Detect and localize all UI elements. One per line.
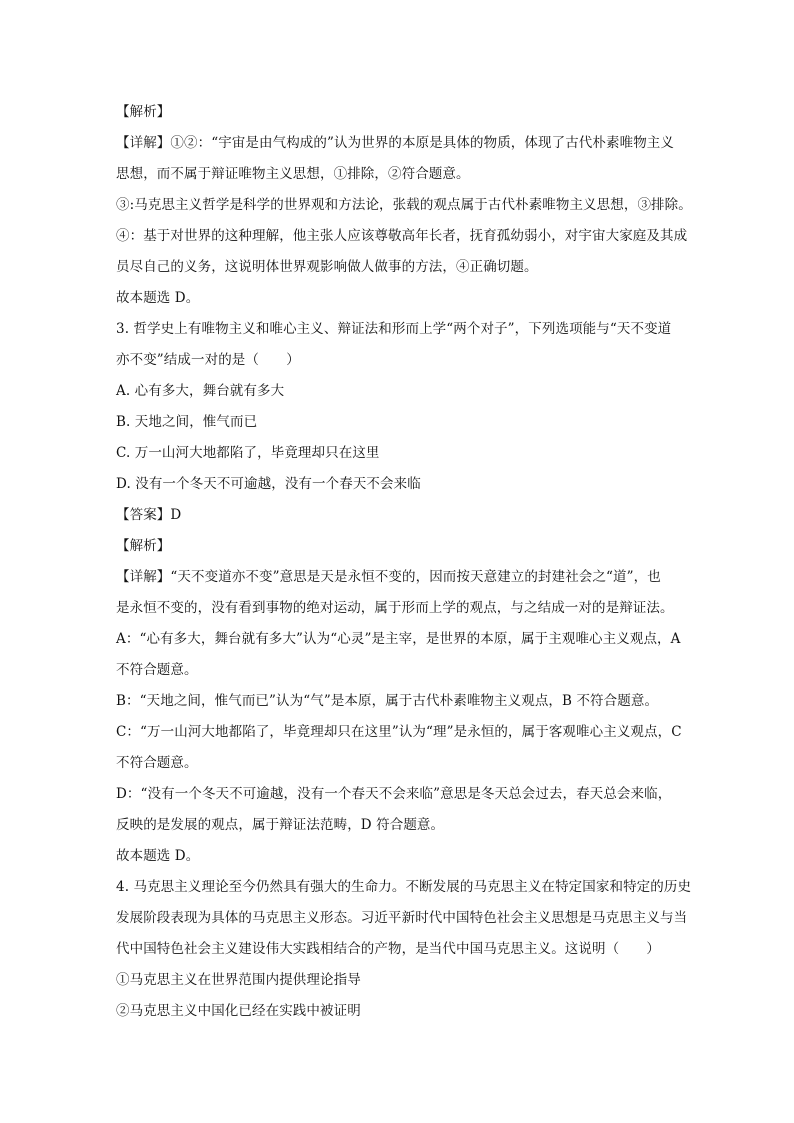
statement-2: ②马克思主义中国化已经在实践中被证明 — [116, 1003, 361, 1019]
section-label-analysis: 【解析】 — [116, 538, 171, 554]
text-line: A：“心有多大，舞台就有多大”认为“心灵”是主宰，是世界的本原，属于主观唯心主义观点，A — [116, 631, 681, 647]
option-c: C. 万一山河大地都陷了，毕竟理却只在这里 — [116, 445, 380, 461]
question-4-stem: 4. 马克思主义理论至今仍然具有强大的生命力。不断发展的马克思主义在特定国家和特定的历史 — [116, 879, 692, 895]
text-line: D：“没有一个冬天不可逾越，没有一个春天不会来临”意思是冬天总会过去，春天总会来临， — [116, 786, 672, 802]
section-label-analysis: 【解析】 — [116, 104, 171, 120]
answer-label: 【答案】D — [116, 507, 182, 523]
statement-1: ①马克思主义在世界范围内提供理论指导 — [116, 972, 361, 988]
option-b: B. 天地之间，惟气而已 — [116, 414, 258, 430]
text-line: 【详解】“天不变道亦不变”意思是天是永恒不变的，因而按天意建立的封建社会之“道”，也 — [116, 569, 661, 585]
option-d: D. 没有一个冬天不可逾越，没有一个春天不会来临 — [116, 476, 421, 492]
conclusion-line: 故本题选 D。 — [116, 848, 200, 864]
text-line: 【详解】①②：“宇宙是由气构成的”认为世界的本原是具体的物质，体现了古代朴素唯物主义 — [116, 135, 675, 151]
conclusion-line: 故本题选 D。 — [116, 290, 200, 306]
text-line: C：“万一山河大地都陷了，毕竟理却只在这里”认为“理”是永恒的，属于客观唯心主义观点，C — [116, 724, 682, 740]
text-line: 是永恒不变的，没有看到事物的绝对运动，属于形而上学的观点，与之结成一对的是辩证法。 — [116, 600, 674, 616]
text-line: 不符合题意。 — [116, 755, 198, 771]
text-line: ③:马克思主义哲学是科学的世界观和方法论，张载的观点属于古代朴素唯物主义思想，③排除。 — [116, 197, 692, 213]
text-line: 思想，而不属于辩证唯物主义思想，①排除，②符合题意。 — [116, 166, 470, 182]
text-line: B：“天地之间，惟气而已”认为“气”是本原，属于古代朴素唯物主义观点，B 不符合题意。 — [116, 693, 659, 709]
option-a: A. 心有多大，舞台就有多大 — [116, 383, 285, 399]
text-line: 反映的是发展的观点，属于辩证法范畴，D 符合题意。 — [116, 817, 445, 833]
question-3-stem: 亦不变”结成一对的是（ ） — [116, 352, 300, 368]
question-3-stem: 3. 哲学史上有唯物主义和唯心主义、辩证法和形而上学“两个对子”，下列选项能与“天不变道 — [116, 321, 672, 337]
text-line: ④：基于对世界的这种理解，他主张人应该尊敬高年长者，抚育孤幼弱小，对宇宙大家庭及其成 — [116, 228, 688, 244]
text-line: 员尽自己的义务，这说明体世界观影响做人做事的方法，④正确切题。 — [116, 259, 538, 275]
question-4-stem: 发展阶段表现为具体的马克思主义形态。习近平新时代中国特色社会主义思想是马克思主义与当 — [116, 910, 688, 926]
text-line: 不符合题意。 — [116, 662, 198, 678]
question-4-stem: 代中国特色社会主义建设伟大实践相结合的产物，是当代中国马克思主义。这说明（ ） — [116, 941, 660, 957]
